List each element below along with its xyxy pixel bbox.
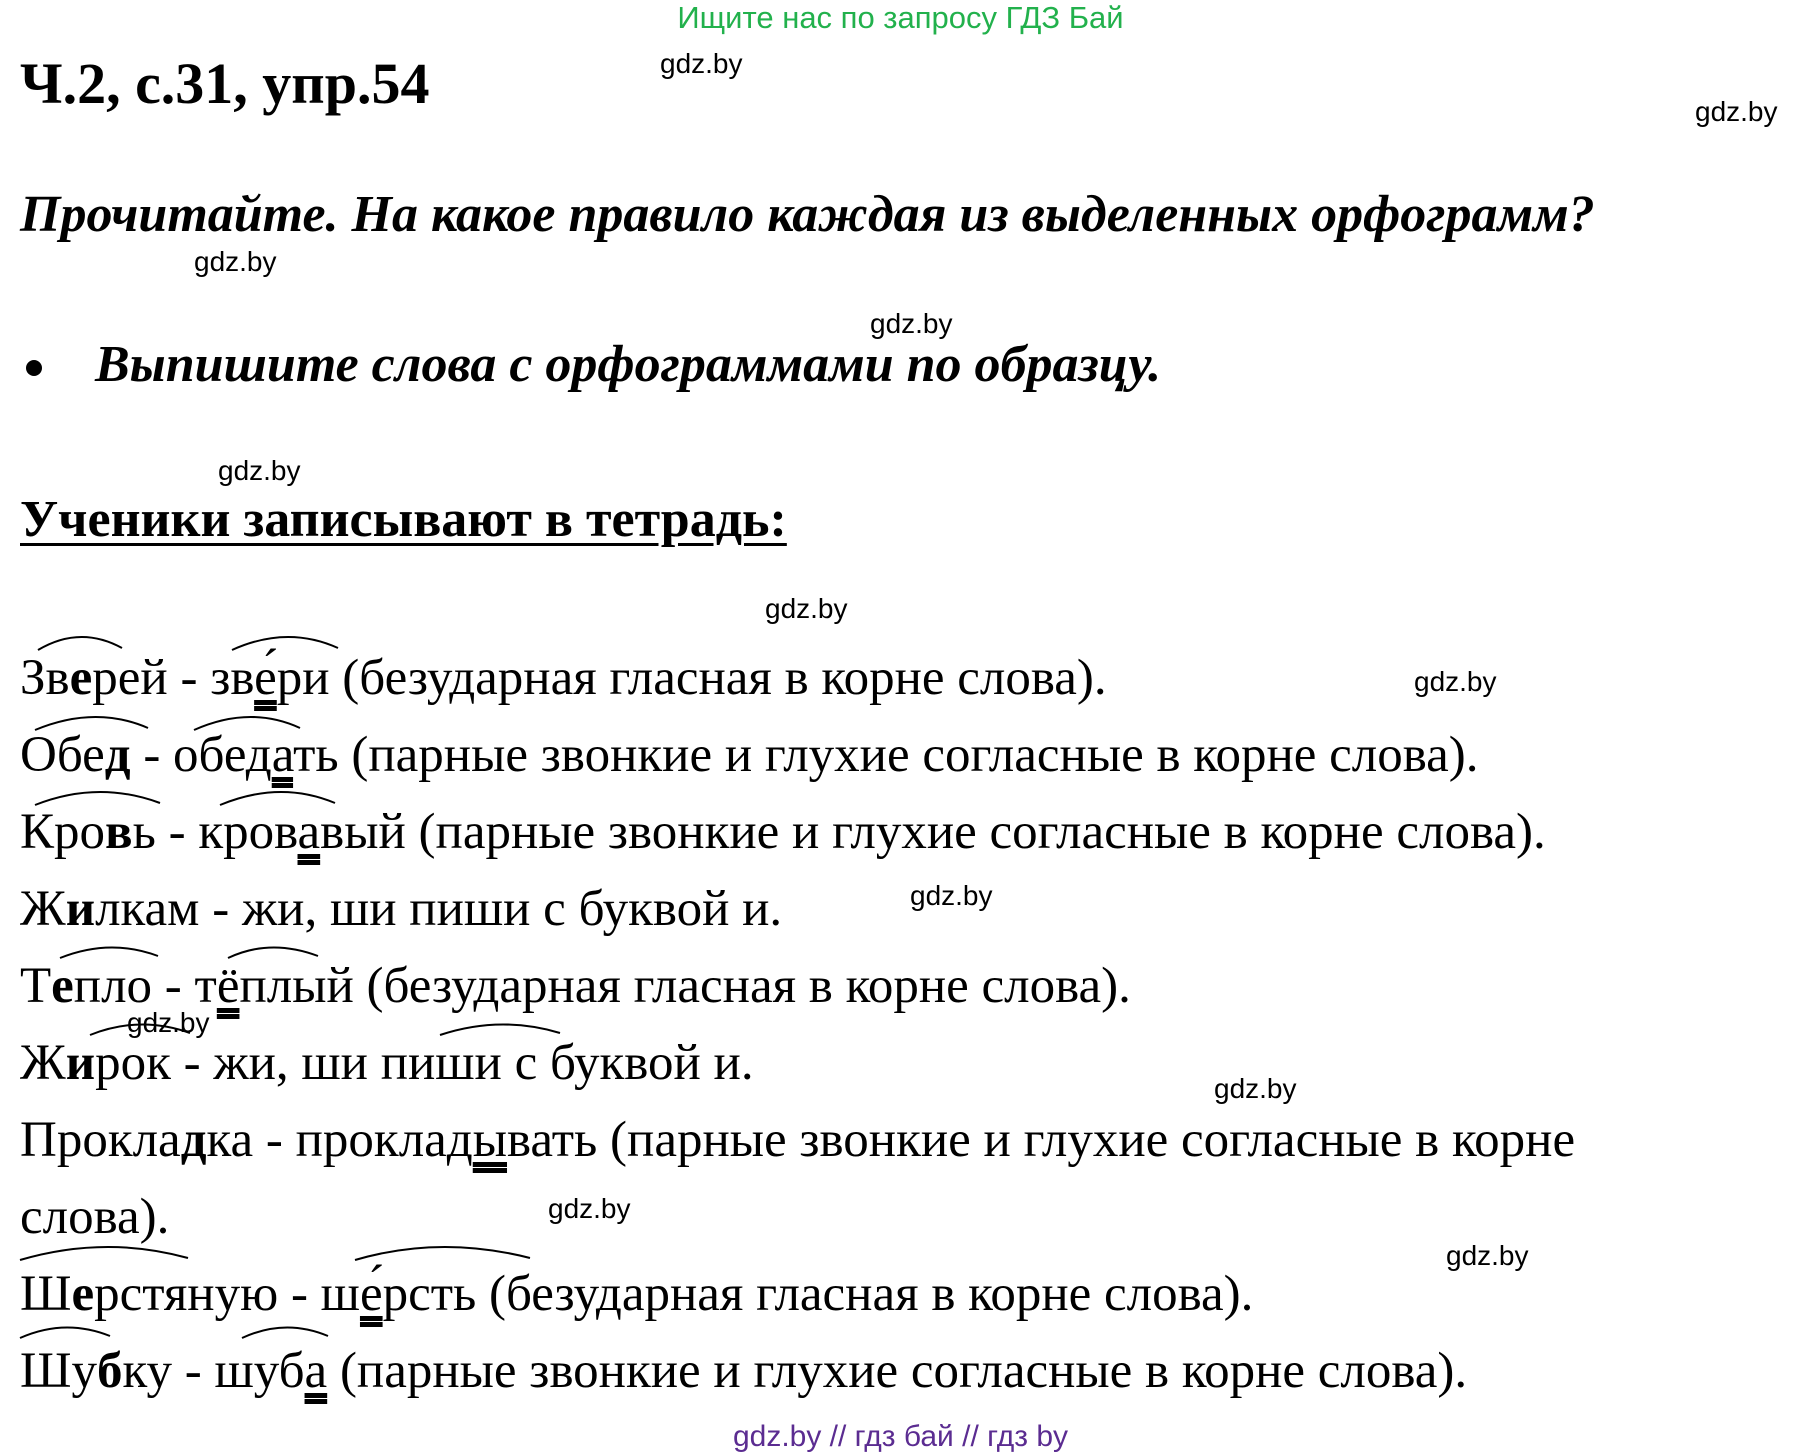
- root-arc: [220, 792, 335, 805]
- root-arc: [20, 1327, 110, 1338]
- watermark: gdz.by: [127, 1007, 210, 1038]
- text: Т: [20, 958, 52, 1014]
- text: рстяную - ш: [94, 1266, 360, 1322]
- text: Зв: [20, 650, 70, 706]
- root-arc: [38, 637, 122, 650]
- check-letter: ы: [472, 1112, 508, 1168]
- text: - обед: [130, 727, 272, 783]
- text: вать (парные звонкие и глухие согласные в корне: [507, 1112, 1576, 1168]
- text: рсть (безударная гласная в корне слова).: [382, 1266, 1254, 1322]
- text: рей - зв: [92, 650, 255, 706]
- check-letter: а: [304, 1343, 328, 1399]
- root-arc: [228, 947, 318, 958]
- text: рок - жи, ши пиши с буквой и.: [95, 1035, 754, 1091]
- watermark: gdz.by: [1446, 1240, 1529, 1271]
- text: плый (безударная гласная в корне слова).: [239, 958, 1131, 1014]
- check-letter: ё: [216, 958, 240, 1014]
- text: ку - шуб: [122, 1343, 305, 1399]
- watermark: gdz.by: [910, 880, 993, 911]
- top-banner: Ищите нас по запросу ГДЗ Бай: [677, 0, 1124, 35]
- footer-watermark: gdz.by // гдз бай // гдз by: [732, 1420, 1069, 1453]
- watermark: gdz.by: [1414, 666, 1497, 697]
- root-arc: [440, 1024, 560, 1035]
- highlighted-letter: е: [51, 958, 74, 1014]
- text: пло - т: [73, 958, 217, 1014]
- root-arc: [355, 1247, 530, 1260]
- check-letter: е́: [254, 650, 277, 706]
- text: Ж: [20, 881, 66, 937]
- text: ка - проклад: [206, 1112, 473, 1168]
- root-arc: [60, 947, 158, 958]
- text: ь - кров: [132, 804, 298, 860]
- text: (парные звонкие и глухие согласные в корне слова).: [327, 1343, 1468, 1399]
- watermark: gdz.by: [1695, 96, 1778, 127]
- text: Ш: [20, 1266, 72, 1322]
- root-arc: [242, 1327, 328, 1338]
- exercise-question: Прочитайте. На какое правило каждая из выделенных орфограмм?: [20, 186, 1595, 243]
- root-arc: [35, 717, 148, 730]
- watermark: gdz.by: [1214, 1073, 1297, 1104]
- text: ть (парные звонкие и глухие согласные в корне слова).: [293, 727, 1479, 783]
- page-title: Ч.2, с.31, упр.54: [20, 51, 430, 116]
- highlighted-letter: е: [71, 1266, 95, 1322]
- root-arc: [232, 637, 338, 650]
- highlighted-letter: б: [96, 1343, 123, 1399]
- answer-heading: Ученики записывают в тетрадь:: [20, 491, 787, 548]
- check-letter: а: [271, 727, 294, 783]
- text: Прокла: [20, 1112, 181, 1168]
- text: Ж: [20, 1035, 66, 1091]
- check-letter: е́: [359, 1266, 383, 1322]
- watermark: gdz.by: [548, 1193, 631, 1224]
- highlighted-letter: и: [65, 1035, 96, 1091]
- highlighted-letter: е: [69, 650, 93, 706]
- text: лкам - жи, ши пиши с буквой и.: [95, 881, 783, 937]
- root-arc: [20, 1247, 188, 1260]
- watermark: gdz.by: [218, 455, 301, 486]
- text: Обе: [20, 727, 105, 783]
- root-arc: [35, 792, 160, 805]
- text: Кро: [20, 804, 106, 860]
- watermark: gdz.by: [194, 246, 277, 277]
- text: ри (безударная гласная в корне слова).: [276, 650, 1107, 706]
- root-arc: [194, 717, 300, 730]
- text: слова).: [20, 1189, 170, 1245]
- text: Шу: [20, 1343, 97, 1399]
- highlighted-letter: д: [104, 727, 131, 783]
- watermark: gdz.by: [765, 593, 848, 624]
- text: вый (парные звонкие и глухие согласные в корне слова).: [320, 804, 1546, 860]
- highlighted-letter: и: [65, 881, 96, 937]
- watermark: gdz.by: [660, 48, 743, 79]
- highlighted-letter: д: [180, 1112, 207, 1168]
- root-arc: [90, 1024, 190, 1035]
- check-letter: а: [297, 804, 321, 860]
- highlighted-letter: в: [105, 804, 133, 860]
- watermark: gdz.by: [870, 308, 953, 339]
- exercise-task: Выпишите слова с орфограммами по образцу.: [95, 336, 1162, 393]
